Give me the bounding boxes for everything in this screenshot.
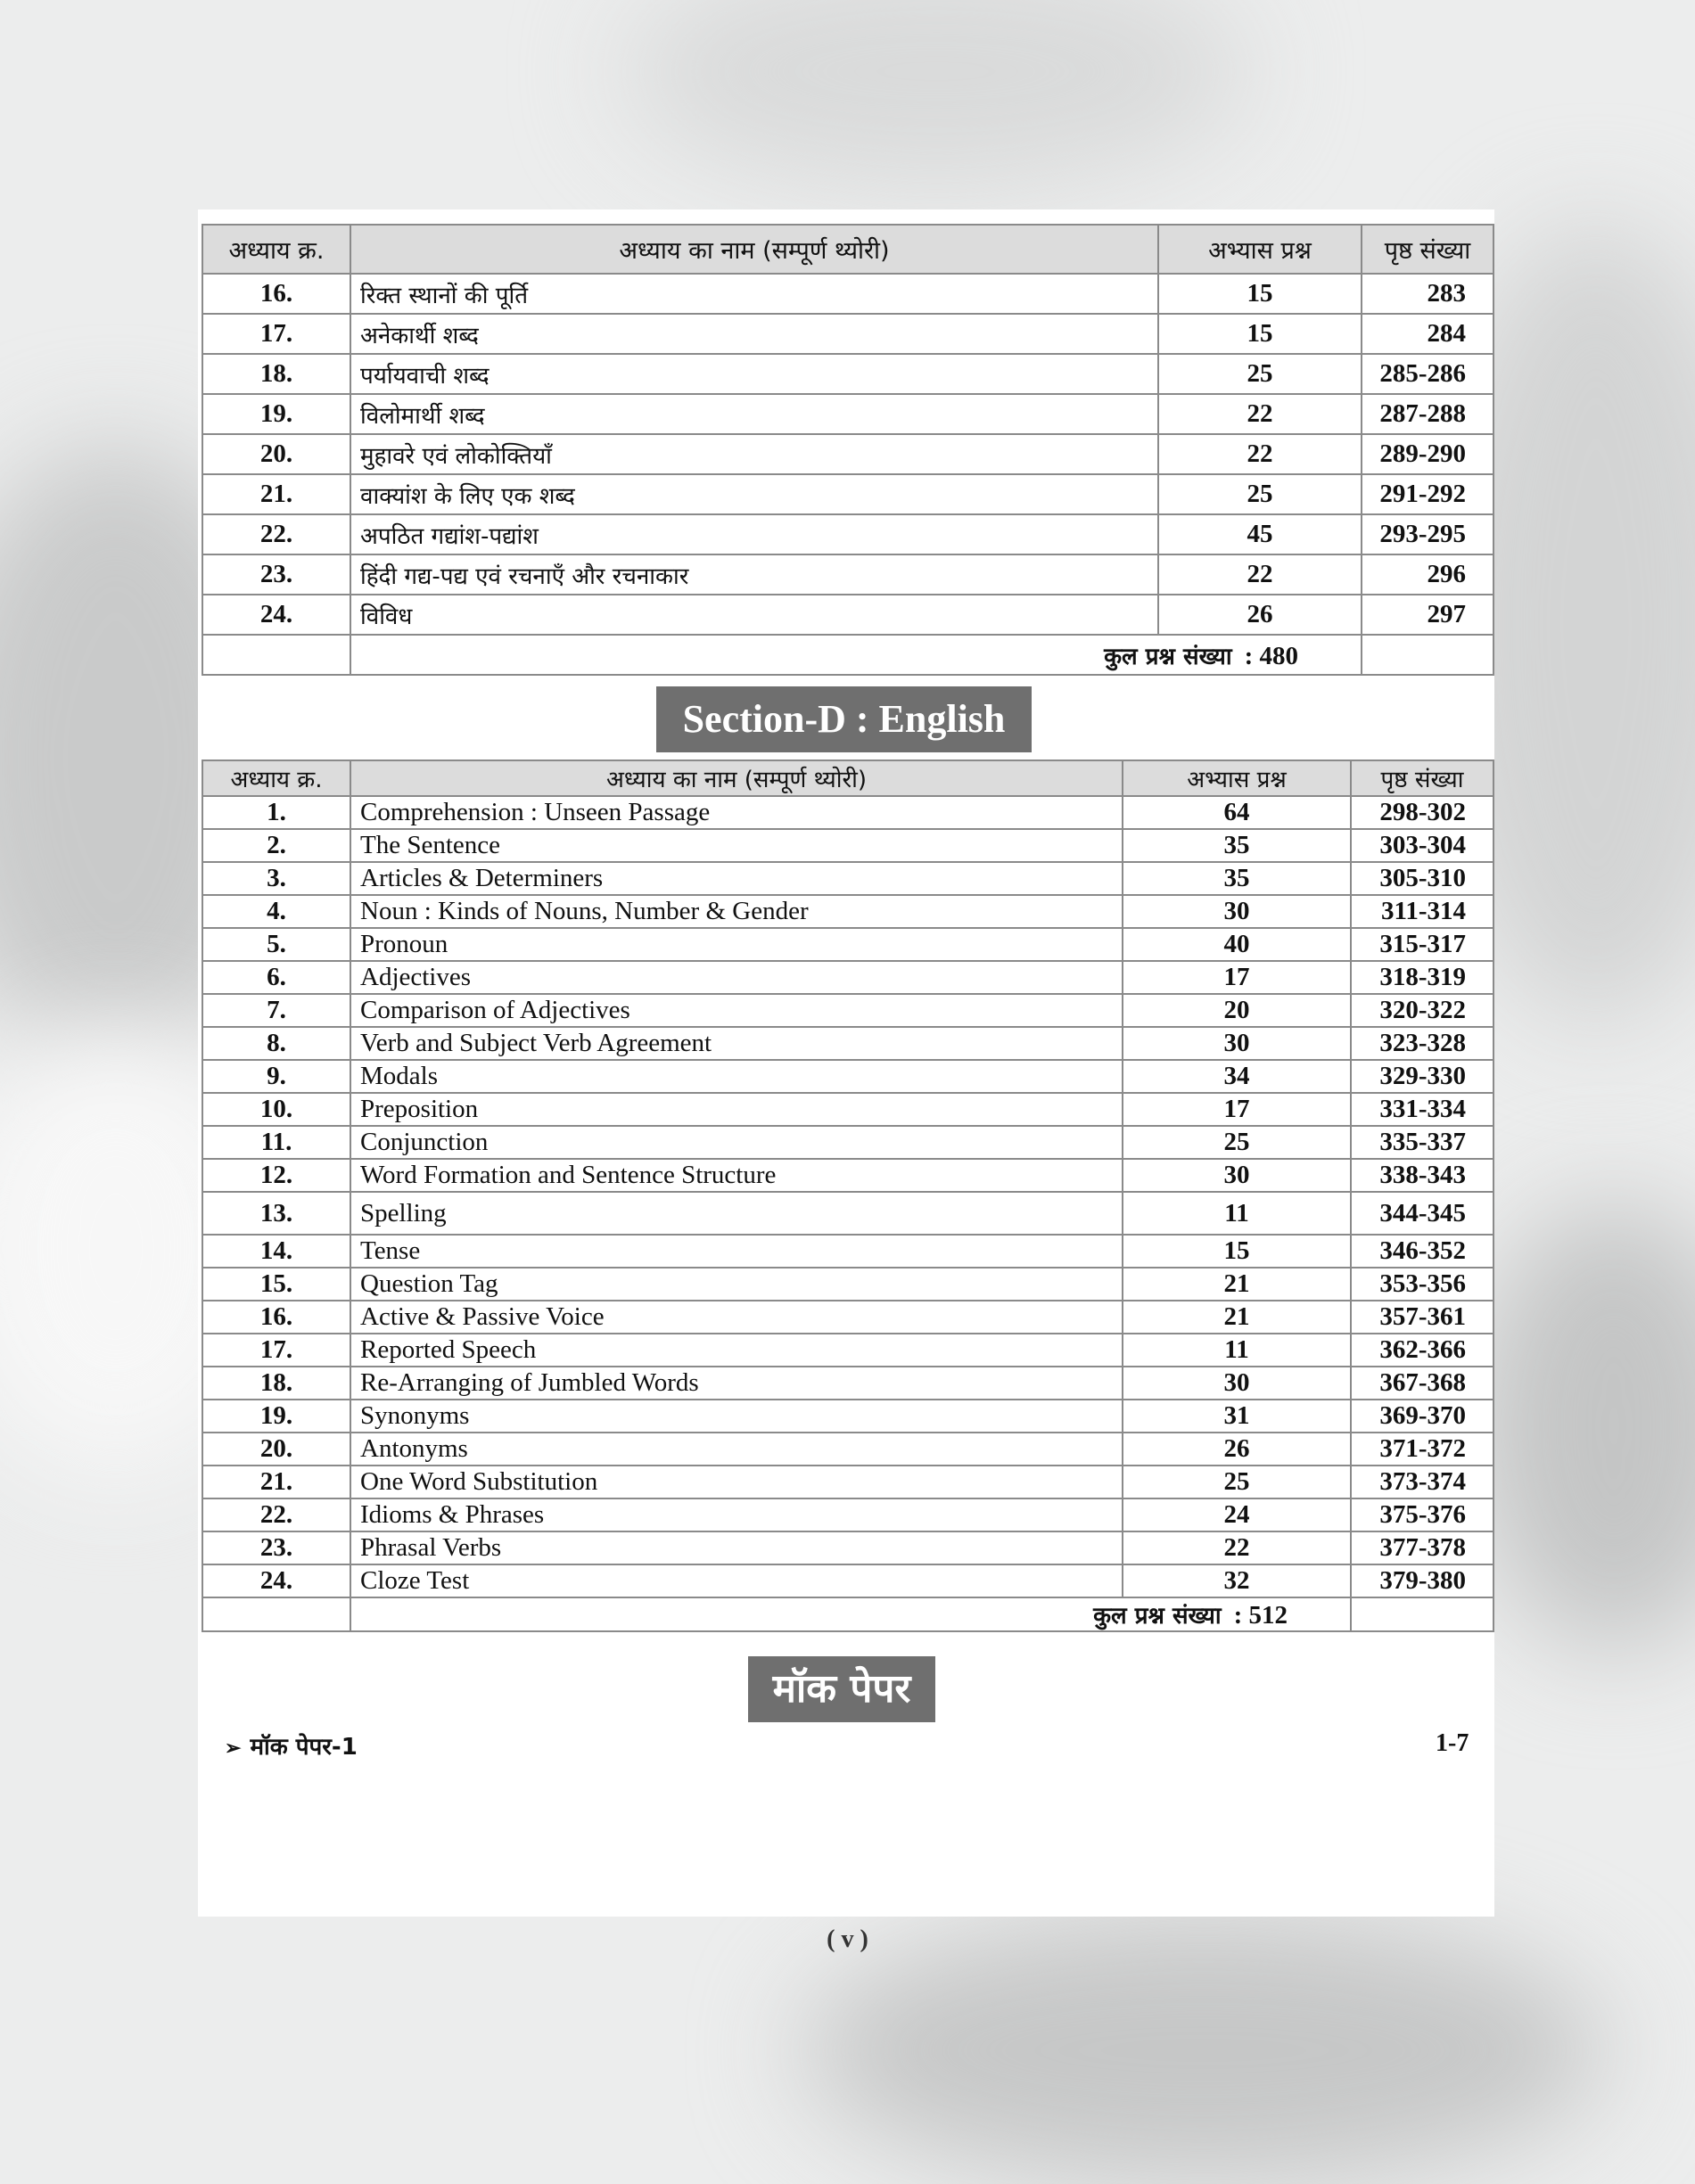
chapter-name: विलोमार्थी शब्द xyxy=(350,394,1158,434)
chapter-number: 8. xyxy=(202,1027,350,1060)
total-row xyxy=(202,1597,1493,1631)
background-shape xyxy=(802,1917,1605,2184)
header-chapter-no: अध्याय क्र. xyxy=(202,225,350,274)
question-count: 30 xyxy=(1123,895,1351,928)
chapter-number: 16. xyxy=(202,1301,350,1334)
page-range: 371-372 xyxy=(1351,1433,1493,1466)
page-range: 377-378 xyxy=(1351,1531,1493,1564)
question-count: 24 xyxy=(1123,1498,1351,1531)
table-row xyxy=(202,895,1493,928)
chapter-name: Reported Speech xyxy=(350,1334,1123,1367)
question-count: 17 xyxy=(1123,1093,1351,1126)
page-range: 369-370 xyxy=(1351,1400,1493,1433)
question-count: 35 xyxy=(1123,829,1351,862)
total-empty-cell xyxy=(1362,635,1493,675)
page-range: 373-374 xyxy=(1351,1466,1493,1498)
page-range: 303-304 xyxy=(1351,829,1493,862)
page-range: 346-352 xyxy=(1351,1235,1493,1268)
chapter-name: Conjunction xyxy=(350,1126,1123,1159)
page-range: 320-322 xyxy=(1351,994,1493,1027)
page-range: 375-376 xyxy=(1351,1498,1493,1531)
chapter-name: Synonyms xyxy=(350,1400,1123,1433)
question-count: 22 xyxy=(1123,1531,1351,1564)
page-range: 298-302 xyxy=(1351,796,1493,829)
total-value: : 512 xyxy=(1233,1601,1288,1630)
chapter-number: 21. xyxy=(202,1466,350,1498)
hindi-chapters-table xyxy=(202,224,1494,676)
chapter-name: Antonyms xyxy=(350,1433,1123,1466)
page-range: 335-337 xyxy=(1351,1126,1493,1159)
question-count: 26 xyxy=(1123,1433,1351,1466)
chapter-name: Active & Passive Voice xyxy=(350,1301,1123,1334)
background-shape xyxy=(624,0,1248,187)
question-count: 35 xyxy=(1123,862,1351,895)
chapter-name: Articles & Determiners xyxy=(350,862,1123,895)
page-range: 293-295 xyxy=(1362,514,1493,554)
table-row xyxy=(202,1498,1493,1531)
chapter-name: विविध xyxy=(350,595,1158,635)
chapter-number: 10. xyxy=(202,1093,350,1126)
english-chapters-table xyxy=(202,759,1494,1632)
page-range: 329-330 xyxy=(1351,1060,1493,1093)
chapter-number: 14. xyxy=(202,1235,350,1268)
mock-paper-title: मॉक पेपर xyxy=(748,1656,935,1722)
chapter-number: 5. xyxy=(202,928,350,961)
chapter-number: 22. xyxy=(202,514,350,554)
chapter-number: 1. xyxy=(202,796,350,829)
chapter-name: Pronoun xyxy=(350,928,1123,961)
question-count: 11 xyxy=(1123,1192,1351,1235)
chapter-name: Adjectives xyxy=(350,961,1123,994)
table-row xyxy=(202,474,1493,514)
chapter-number: 9. xyxy=(202,1060,350,1093)
table-row xyxy=(202,1268,1493,1301)
chapter-name: The Sentence xyxy=(350,829,1123,862)
question-count: 25 xyxy=(1158,474,1362,514)
question-count: 20 xyxy=(1123,994,1351,1027)
page-range: 311-314 xyxy=(1351,895,1493,928)
page-range: 297 xyxy=(1362,595,1493,635)
table-row xyxy=(202,1093,1493,1126)
table-row xyxy=(202,314,1493,354)
total-empty-cell xyxy=(202,635,350,675)
table-row xyxy=(202,1060,1493,1093)
mock-paper-pages: 1-7 xyxy=(1436,1729,1469,1757)
chapter-name: Cloze Test xyxy=(350,1564,1123,1597)
chapter-number: 24. xyxy=(202,1564,350,1597)
chapter-name: रिक्त स्थानों की पूर्ति xyxy=(350,274,1158,314)
page-range: 305-310 xyxy=(1351,862,1493,895)
chapter-name: Verb and Subject Verb Agreement xyxy=(350,1027,1123,1060)
table-row xyxy=(202,928,1493,961)
chapter-number: 18. xyxy=(202,354,350,394)
chapter-name: Comprehension : Unseen Passage xyxy=(350,796,1123,829)
table-row xyxy=(202,1192,1493,1235)
chapter-number: 23. xyxy=(202,1531,350,1564)
chapter-name: One Word Substitution xyxy=(350,1466,1123,1498)
question-count: 26 xyxy=(1158,595,1362,635)
background-shape xyxy=(1471,1203,1695,1649)
question-count: 15 xyxy=(1158,314,1362,354)
chapter-number: 19. xyxy=(202,394,350,434)
question-count: 25 xyxy=(1158,354,1362,394)
question-count: 30 xyxy=(1123,1159,1351,1192)
chapter-number: 11. xyxy=(202,1126,350,1159)
page-range: 285-286 xyxy=(1362,354,1493,394)
header-chapter-name: अध्याय का नाम (सम्पूर्ण थ्योरी) xyxy=(350,760,1123,796)
table-row xyxy=(202,1334,1493,1367)
page-range: 284 xyxy=(1362,314,1493,354)
chapter-name: Phrasal Verbs xyxy=(350,1531,1123,1564)
page-range: 291-292 xyxy=(1362,474,1493,514)
chapter-number: 24. xyxy=(202,595,350,635)
chapter-number: 6. xyxy=(202,961,350,994)
total-question-count xyxy=(350,635,1362,675)
chapter-number: 12. xyxy=(202,1159,350,1192)
total-empty-cell xyxy=(202,1597,350,1631)
question-count: 25 xyxy=(1123,1466,1351,1498)
chapter-number: 23. xyxy=(202,554,350,595)
total-label: कुल प्रश्न संख्या xyxy=(1104,643,1232,670)
page-range: 338-343 xyxy=(1351,1159,1493,1192)
table-row xyxy=(202,514,1493,554)
total-label: कुल प्रश्न संख्या xyxy=(1093,1603,1222,1630)
header-practice-questions: अभ्यास प्रश्न xyxy=(1123,760,1351,796)
mock-paper-item xyxy=(225,1729,358,1761)
chapter-number: 17. xyxy=(202,314,350,354)
question-count: 30 xyxy=(1123,1027,1351,1060)
chapter-name: Question Tag xyxy=(350,1268,1123,1301)
question-count: 30 xyxy=(1123,1367,1351,1400)
chapter-name: अपठित गद्यांश-पद्यांश xyxy=(350,514,1158,554)
chapter-number: 15. xyxy=(202,1268,350,1301)
page-range: 296 xyxy=(1362,554,1493,595)
question-count: 32 xyxy=(1123,1564,1351,1597)
chapter-name: मुहावरे एवं लोकोक्तियाँ xyxy=(350,434,1158,474)
header-chapter-no: अध्याय क्र. xyxy=(202,760,350,796)
question-count: 17 xyxy=(1123,961,1351,994)
total-empty-cell xyxy=(1351,1597,1493,1631)
question-count: 34 xyxy=(1123,1060,1351,1093)
table-row xyxy=(202,829,1493,862)
question-count: 11 xyxy=(1123,1334,1351,1367)
chapter-number: 2. xyxy=(202,829,350,862)
table-row xyxy=(202,1466,1493,1498)
question-count: 21 xyxy=(1123,1301,1351,1334)
question-count: 31 xyxy=(1123,1400,1351,1433)
question-count: 45 xyxy=(1158,514,1362,554)
page-range: 379-380 xyxy=(1351,1564,1493,1597)
chapter-number: 17. xyxy=(202,1334,350,1367)
table-row xyxy=(202,1159,1493,1192)
chapter-name: अनेकार्थी शब्द xyxy=(350,314,1158,354)
table-row xyxy=(202,1433,1493,1466)
page-range: 331-334 xyxy=(1351,1093,1493,1126)
chapter-name: पर्यायवाची शब्द xyxy=(350,354,1158,394)
chapter-number: 18. xyxy=(202,1367,350,1400)
page-range: 362-366 xyxy=(1351,1334,1493,1367)
page-range: 289-290 xyxy=(1362,434,1493,474)
section-d-title: Section-D : English xyxy=(656,686,1032,752)
total-value: : 480 xyxy=(1244,641,1298,670)
question-count: 40 xyxy=(1123,928,1351,961)
header-practice-questions: अभ्यास प्रश्न xyxy=(1158,225,1362,274)
chapter-name: Re-Arranging of Jumbled Words xyxy=(350,1367,1123,1400)
table-row xyxy=(202,434,1493,474)
table-header-row xyxy=(202,225,1493,274)
page-range: 323-328 xyxy=(1351,1027,1493,1060)
table-row xyxy=(202,354,1493,394)
table-row xyxy=(202,862,1493,895)
chapter-number: 3. xyxy=(202,862,350,895)
chapter-name: Idioms & Phrases xyxy=(350,1498,1123,1531)
chapter-name: Spelling xyxy=(350,1192,1123,1235)
chapter-number: 16. xyxy=(202,274,350,314)
header-page-number: पृष्ठ संख्या xyxy=(1351,760,1493,796)
total-row xyxy=(202,635,1493,675)
page-range: 367-368 xyxy=(1351,1367,1493,1400)
header-chapter-name: अध्याय का नाम (सम्पूर्ण थ्योरी) xyxy=(350,225,1158,274)
chapter-name: Preposition xyxy=(350,1093,1123,1126)
chapter-number: 20. xyxy=(202,434,350,474)
chapter-number: 19. xyxy=(202,1400,350,1433)
chapter-number: 21. xyxy=(202,474,350,514)
table-row xyxy=(202,1027,1493,1060)
question-count: 21 xyxy=(1123,1268,1351,1301)
page-range: 344-345 xyxy=(1351,1192,1493,1235)
chapter-name: Modals xyxy=(350,1060,1123,1093)
header-page-number: पृष्ठ संख्या xyxy=(1362,225,1493,274)
page-range: 315-317 xyxy=(1351,928,1493,961)
question-count: 15 xyxy=(1123,1235,1351,1268)
table-row xyxy=(202,554,1493,595)
arrow-bullet-icon: ➢ xyxy=(225,1737,242,1759)
table-row xyxy=(202,1367,1493,1400)
page-range: 353-356 xyxy=(1351,1268,1493,1301)
question-count: 25 xyxy=(1123,1126,1351,1159)
page-range: 283 xyxy=(1362,274,1493,314)
table-row xyxy=(202,961,1493,994)
chapter-name: Word Formation and Sentence Structure xyxy=(350,1159,1123,1192)
mock-paper-label: मॉक पेपर-1 xyxy=(250,1734,358,1761)
chapter-name: Comparison of Adjectives xyxy=(350,994,1123,1027)
chapter-name: Tense xyxy=(350,1235,1123,1268)
question-count: 22 xyxy=(1158,394,1362,434)
table-row xyxy=(202,595,1493,635)
page-range: 318-319 xyxy=(1351,961,1493,994)
page-range: 287-288 xyxy=(1362,394,1493,434)
chapter-number: 20. xyxy=(202,1433,350,1466)
table-row xyxy=(202,1126,1493,1159)
question-count: 22 xyxy=(1158,554,1362,595)
page-range: 357-361 xyxy=(1351,1301,1493,1334)
chapter-number: 4. xyxy=(202,895,350,928)
page-number: ( v ) xyxy=(827,1925,868,1953)
table-header-row xyxy=(202,760,1493,796)
chapter-number: 22. xyxy=(202,1498,350,1531)
question-count: 64 xyxy=(1123,796,1351,829)
table-row xyxy=(202,994,1493,1027)
total-question-count xyxy=(350,1597,1351,1631)
chapter-name: वाक्यांश के लिए एक शब्द xyxy=(350,474,1158,514)
table-row xyxy=(202,796,1493,829)
chapter-number: 13. xyxy=(202,1192,350,1235)
question-count: 15 xyxy=(1158,274,1362,314)
chapter-name: हिंदी गद्य-पद्य एवं रचनाएँ और रचनाकार xyxy=(350,554,1158,595)
table-row xyxy=(202,274,1493,314)
chapter-name: Noun : Kinds of Nouns, Number & Gender xyxy=(350,895,1123,928)
table-row xyxy=(202,1531,1493,1564)
table-row xyxy=(202,394,1493,434)
chapter-number: 7. xyxy=(202,994,350,1027)
table-row xyxy=(202,1301,1493,1334)
table-row xyxy=(202,1564,1493,1597)
table-row xyxy=(202,1400,1493,1433)
question-count: 22 xyxy=(1158,434,1362,474)
table-row xyxy=(202,1235,1493,1268)
